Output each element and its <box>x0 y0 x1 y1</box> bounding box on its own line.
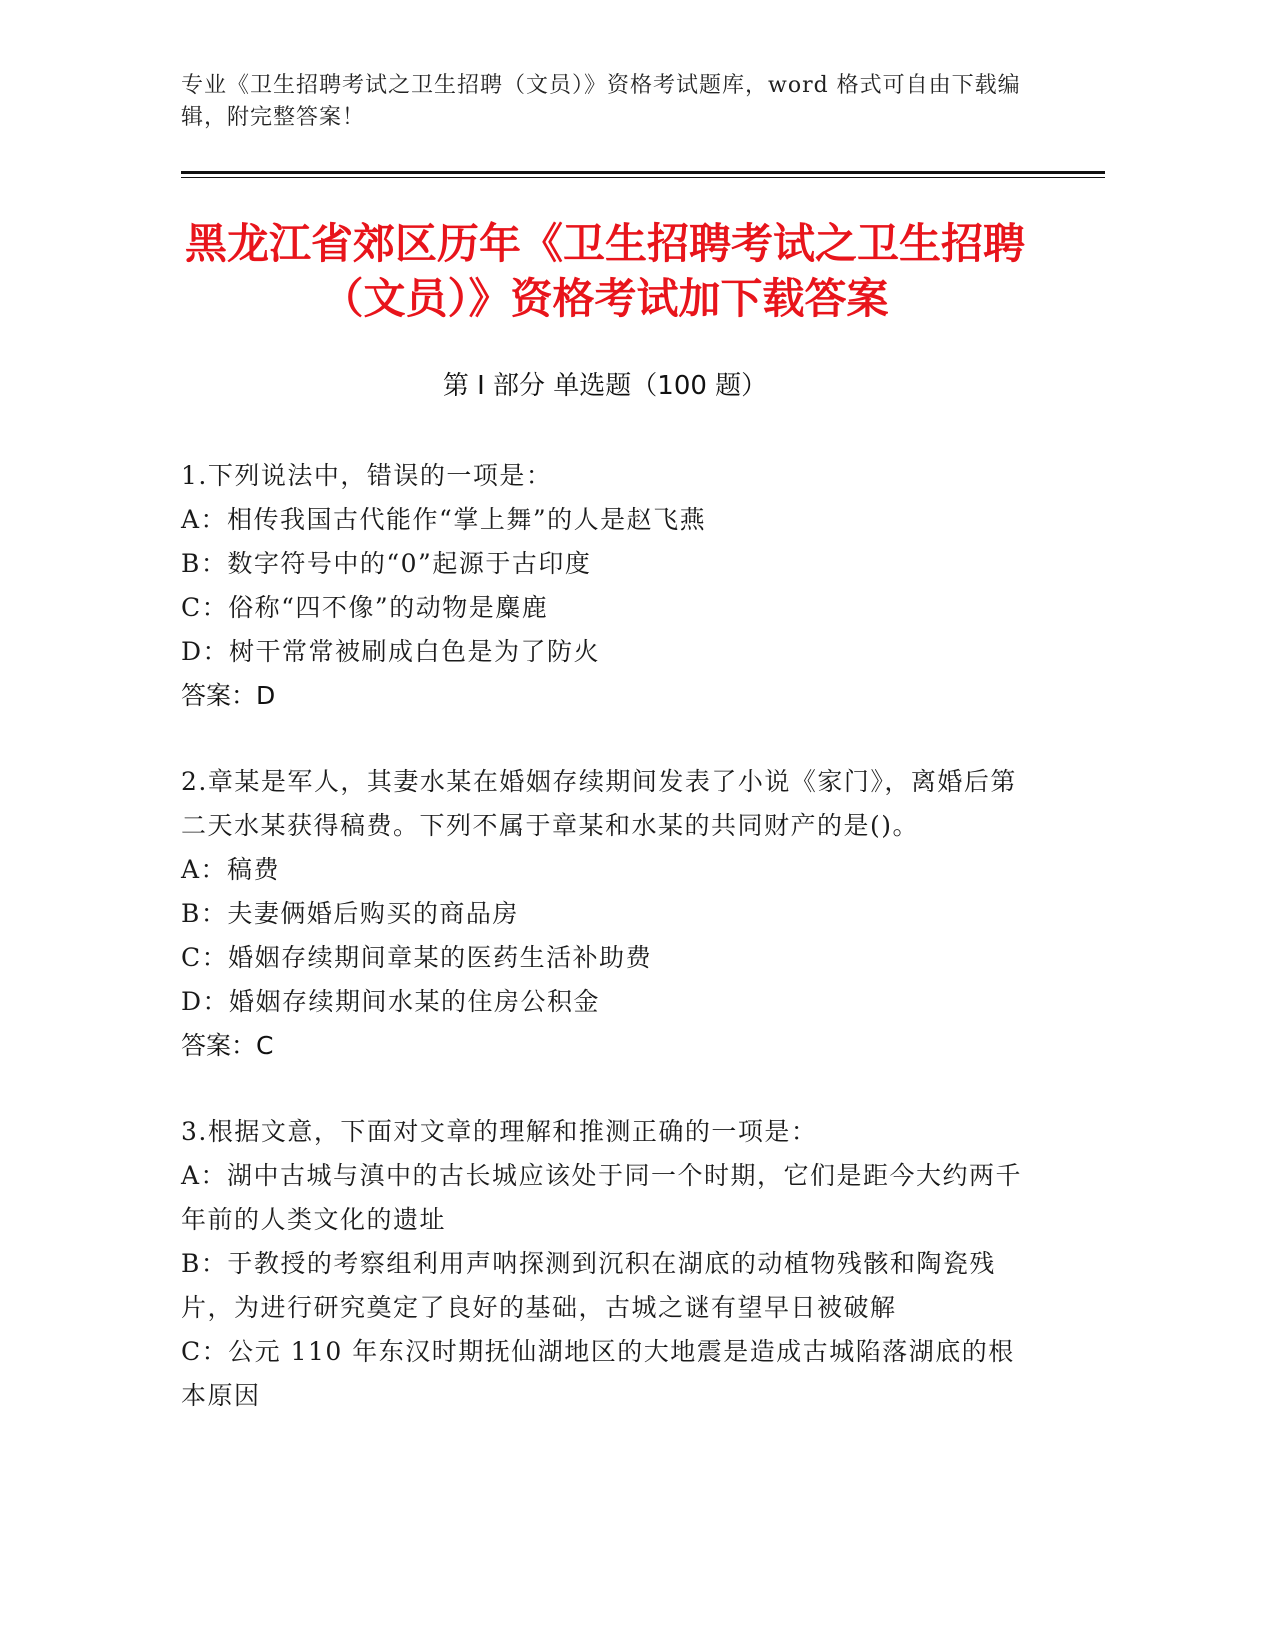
option-b: B：数字符号中的“0”起源于古印度 <box>181 549 592 578</box>
option-c: C：俗称“四不像”的动物是麋鹿 <box>181 593 549 622</box>
header-divider-thick <box>181 171 1105 174</box>
header-divider-thin <box>181 177 1105 178</box>
header-note: 专业《卫生招聘考试之卫生招聘（文员）》资格考试题库，word 格式可自由下载编辑，附完整答案！ <box>181 73 1021 130</box>
option-b: B：于教授的考察组利用声呐探测到沉积在湖底的动植物残骸和陶瓷残片，为进行研究奠定了良好的基础，古城之谜有望早日被破解 <box>181 1249 996 1322</box>
option-b: B：夫妻俩婚后购买的商品房 <box>181 899 519 928</box>
document-title: 黑龙江省郊区历年《卫生招聘考试之卫生招聘（文员）》资格考试加下载答案 <box>184 219 1025 323</box>
section-heading: 第 I 部分 单选题（100 题） <box>442 371 768 401</box>
question-3 <box>181 1110 1031 1418</box>
question-1 <box>181 454 1031 718</box>
option-d: D：树干常常被刷成白色是为了防火 <box>181 637 601 666</box>
option-d: D：婚姻存续期间水某的住房公积金 <box>181 987 601 1016</box>
question-list <box>181 454 1031 1460</box>
answer-line: 答案：D <box>181 681 276 710</box>
option-c: C：公元 110 年东汉时期抚仙湖地区的大地震是造成古城陷落湖底的根本原因 <box>181 1337 1015 1410</box>
option-c: C：婚姻存续期间章某的医药生活补助费 <box>181 943 653 972</box>
option-a: A：湖中古城与滇中的古长城应该处于同一个时期，它们是距今大约两千年前的人类文化的遗址 <box>181 1161 1023 1234</box>
answer-line: 答案：C <box>181 1031 274 1060</box>
question-stem: 3.根据文意，下面对文章的理解和推测正确的一项是： <box>181 1117 818 1146</box>
question-stem: 1.下列说法中，错误的一项是： <box>181 461 553 490</box>
option-a: A：稿费 <box>181 855 281 884</box>
question-2 <box>181 760 1031 1068</box>
option-a: A：相传我国古代能作“掌上舞”的人是赵飞燕 <box>181 505 707 534</box>
question-stem: 2.章某是军人，其妻水某在婚姻存续期间发表了小说《家门》，离婚后第二天水某获得稿费。下列不属于章某和水某的共同财产的是()。 <box>181 767 1017 840</box>
